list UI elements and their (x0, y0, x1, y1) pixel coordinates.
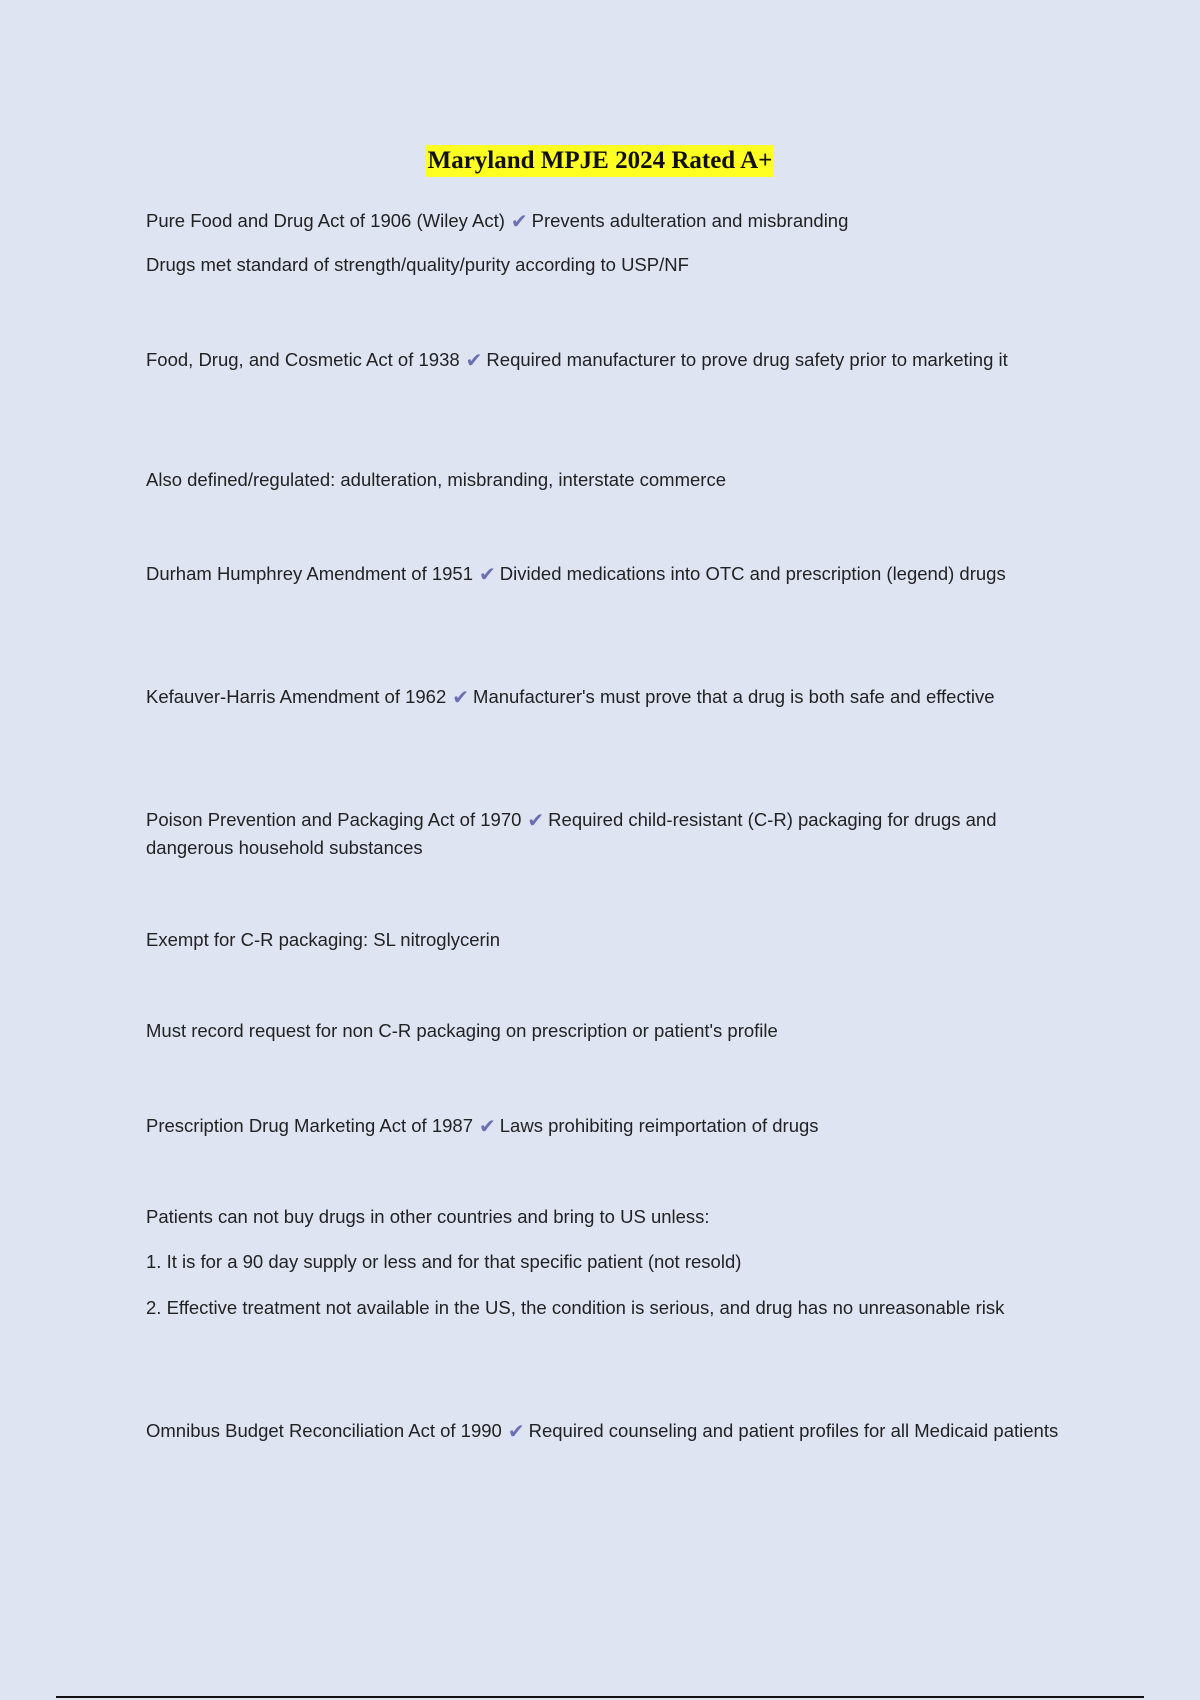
note-also-defined: Also defined/regulated: adulteration, misbranding, interstate commerce (146, 469, 726, 490)
entry-definition: Laws prohibiting reimportation of drugs (499, 1115, 819, 1136)
entry-term: Omnibus Budget Reconciliation Act of 1990 (146, 1420, 502, 1441)
entry-definition: Divided medications into OTC and prescription (legend) drugs (499, 563, 1006, 584)
entry-definition: Required counseling and patient profiles for all Medicaid patients (528, 1420, 1059, 1441)
checkmark-icon: ✔ (479, 562, 496, 586)
note-condition-1: 1. It is for a 90 day supply or less and for that specific patient (not resold) (146, 1251, 742, 1272)
entry-omnibus-budget (146, 1417, 1066, 1445)
title-container (0, 145, 1200, 177)
entry-durham-humphrey (146, 560, 1066, 588)
entry-definition: Required manufacturer to prove drug safety prior to marketing it (486, 349, 1008, 370)
checkmark-icon: ✔ (527, 808, 545, 832)
entry-fdc-act-1938 (146, 346, 1066, 374)
note-usp-nf: Drugs met standard of strength/quality/purity according to USP/NF (146, 254, 689, 275)
entry-term: Kefauver-Harris Amendment of 1962 (146, 686, 447, 707)
page-title: Maryland MPJE 2024 Rated A+ (426, 145, 775, 177)
entry-definition: Prevents adulteration and misbranding (531, 210, 849, 231)
checkmark-icon: ✔ (479, 1114, 496, 1138)
entry-term: Pure Food and Drug Act of 1906 (Wiley Act) (146, 210, 505, 231)
entry-definition: Required child-resistant (C-R) packaging for drugs and dangerous household substances (146, 809, 997, 858)
entry-prescription-drug-marketing (146, 1112, 1066, 1140)
entry-definition: Manufacturer's must prove that a drug is both safe and effective (473, 686, 995, 707)
entry-pure-food-drug-act (146, 207, 1066, 235)
checkmark-icon: ✔ (510, 209, 528, 233)
entry-term: Durham Humphrey Amendment of 1951 (146, 563, 474, 584)
checkmark-icon: ✔ (507, 1419, 525, 1443)
checkmark-icon: ✔ (452, 685, 470, 709)
note-condition-2: 2. Effective treatment not available in the US, the condition is serious, and drug has no unreasonable risk (146, 1297, 1005, 1318)
footer-divider (56, 1696, 1144, 1698)
checkmark-icon: ✔ (465, 348, 483, 372)
entry-poison-prevention (146, 806, 1066, 862)
entry-term: Poison Prevention and Packaging Act of 1970 (146, 809, 522, 830)
note-cr-exempt: Exempt for C-R packaging: SL nitroglycerin (146, 929, 501, 950)
entry-term: Prescription Drug Marketing Act of 1987 (146, 1115, 473, 1136)
entry-kefauver-harris (146, 683, 1066, 711)
note-reimport-unless: Patients can not buy drugs in other countries and bring to US unless: (146, 1206, 710, 1227)
entry-term: Food, Drug, and Cosmetic Act of 1938 (146, 349, 460, 370)
note-non-cr-request: Must record request for non C-R packaging on prescription or patient's profile (146, 1020, 778, 1041)
